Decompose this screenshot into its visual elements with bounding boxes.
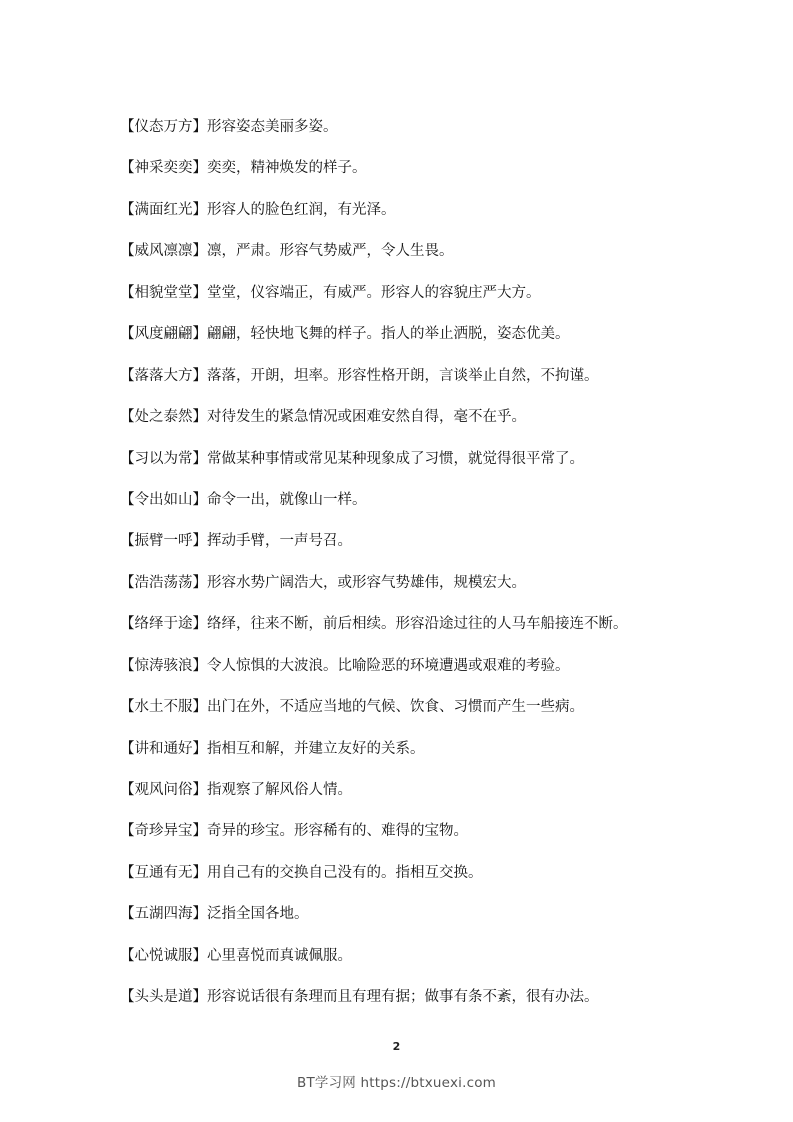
- idiom-entry: [120, 818, 720, 859]
- idiom-entry: [120, 901, 720, 942]
- idiom-definition: 形容水势广阔浩大，或形容气势雄伟，规模宏大。: [207, 574, 526, 591]
- idiom-term: 【 互通有无 】: [120, 865, 207, 881]
- idiom-entry: [120, 404, 720, 445]
- idiom-definition: 堂堂，仪容端正，有威严。形容人的容貌庄严大方。: [207, 284, 541, 301]
- idiom-term: 【 落落大方 】: [120, 368, 207, 384]
- idiom-definition: 凛，严肃。形容气势威严，令人生畏。: [207, 243, 454, 260]
- idiom-definition: 指相互和解，并建立友好的关系。: [207, 740, 425, 757]
- idiom-entry: [120, 736, 720, 777]
- idiom-term: 【 水土不服 】: [120, 699, 207, 715]
- idiom-definition: 泛指全国各地。: [207, 906, 309, 923]
- idiom-entry: [120, 694, 720, 735]
- idiom-entry: [120, 321, 720, 362]
- idiom-term: 【 头头是道 】: [120, 989, 207, 1005]
- idiom-entry: [120, 860, 720, 901]
- idiom-definition: 用自己有的交换自己没有的。指相互交换。: [207, 864, 483, 881]
- idiom-entry: [120, 487, 720, 528]
- idiom-definition: 形容姿态美丽多姿。: [207, 119, 338, 135]
- idiom-term: 【 五湖四海 】: [120, 906, 207, 922]
- idiom-definition: 奕奕，精神焕发的样子。: [207, 160, 367, 177]
- idiom-term: 【 处之泰然 】: [120, 409, 207, 425]
- idiom-entry: [120, 363, 720, 404]
- idiom-term: 【 讲和通好 】: [120, 741, 207, 757]
- idiom-entry: [120, 155, 720, 196]
- idiom-term: 【 仪态万方 】: [120, 119, 207, 135]
- idiom-term: 【 心悦诚服 】: [120, 948, 207, 964]
- idiom-term: 【 相貌堂堂 】: [120, 285, 207, 301]
- idiom-definition: 对待发生的紧急情况或困难安然自得，毫不在乎。: [207, 409, 526, 426]
- idiom-definition: 心里喜悦而真诚佩服。: [207, 947, 352, 964]
- idiom-term: 【 奇珍异宝 】: [120, 823, 207, 839]
- idiom-term: 【 惊涛骇浪 】: [120, 658, 207, 674]
- idiom-definition: 形容人的脸色红润，有光泽。: [207, 201, 396, 218]
- idiom-definition: 挥动手臂，一声号召。: [207, 533, 352, 550]
- idiom-term: 【 风度翩翩 】: [120, 326, 207, 342]
- idiom-list: [120, 114, 720, 1026]
- idiom-term: 【 观风问俗 】: [120, 782, 207, 798]
- idiom-entry: [120, 238, 720, 279]
- idiom-entry: [120, 611, 720, 652]
- watermark-footer: BT学习网 https://btxuexi.com: [296, 1075, 497, 1091]
- idiom-definition: 落落，开朗，坦率。形容性格开朗，言谈举止自然，不拘谨。: [207, 367, 599, 384]
- idiom-term: 【 令出如山 】: [120, 492, 207, 508]
- idiom-entry: [120, 984, 720, 1025]
- idiom-definition: 出门在外，不适应当地的气候、饮食、习惯而产生一些病。: [207, 699, 584, 716]
- idiom-definition: 奇异的珍宝。形容稀有的、难得的宝物。: [207, 823, 468, 840]
- idiom-entry: [120, 653, 720, 694]
- idiom-entry: [120, 197, 720, 238]
- idiom-entry: [120, 777, 720, 818]
- idiom-definition: 令人惊惧的大波浪。比喻险恶的环境遭遇或艰难的考验。: [207, 657, 570, 674]
- idiom-term: 【 振臂一呼 】: [120, 533, 207, 549]
- idiom-definition: 指观察了解风俗人情。: [207, 782, 352, 798]
- idiom-entry: [120, 280, 720, 321]
- idiom-definition: 络绎，往来不断，前后相续。形容沿途过往的人马车船接连不断。: [207, 616, 628, 633]
- idiom-entry: [120, 528, 720, 569]
- idiom-definition: 形容说话很有条理而且有理有据；做事有条不紊，很有办法。: [207, 989, 599, 1006]
- idiom-entry: [120, 446, 720, 487]
- idiom-entry: [120, 570, 720, 611]
- idiom-term: 【 习以为常 】: [120, 451, 207, 467]
- idiom-term: 【 神采奕奕 】: [120, 160, 207, 176]
- page-number: 2: [392, 1040, 401, 1053]
- idiom-term: 【 满面红光 】: [120, 202, 207, 218]
- idiom-term: 【 络绎于途 】: [120, 616, 207, 632]
- idiom-definition: 翩翩，轻快地飞舞的样子。指人的举止洒脱，姿态优美。: [207, 326, 570, 343]
- idiom-definition: 命令一出，就像山一样。: [207, 491, 367, 508]
- idiom-definition: 常做某种事情或常见某种现象成了习惯，就觉得很平常了。: [207, 450, 584, 467]
- idiom-term: 【 威风凛凛 】: [120, 243, 207, 259]
- idiom-entry: [120, 114, 720, 155]
- idiom-entry: [120, 943, 720, 984]
- idiom-term: 【 浩浩荡荡 】: [120, 575, 207, 591]
